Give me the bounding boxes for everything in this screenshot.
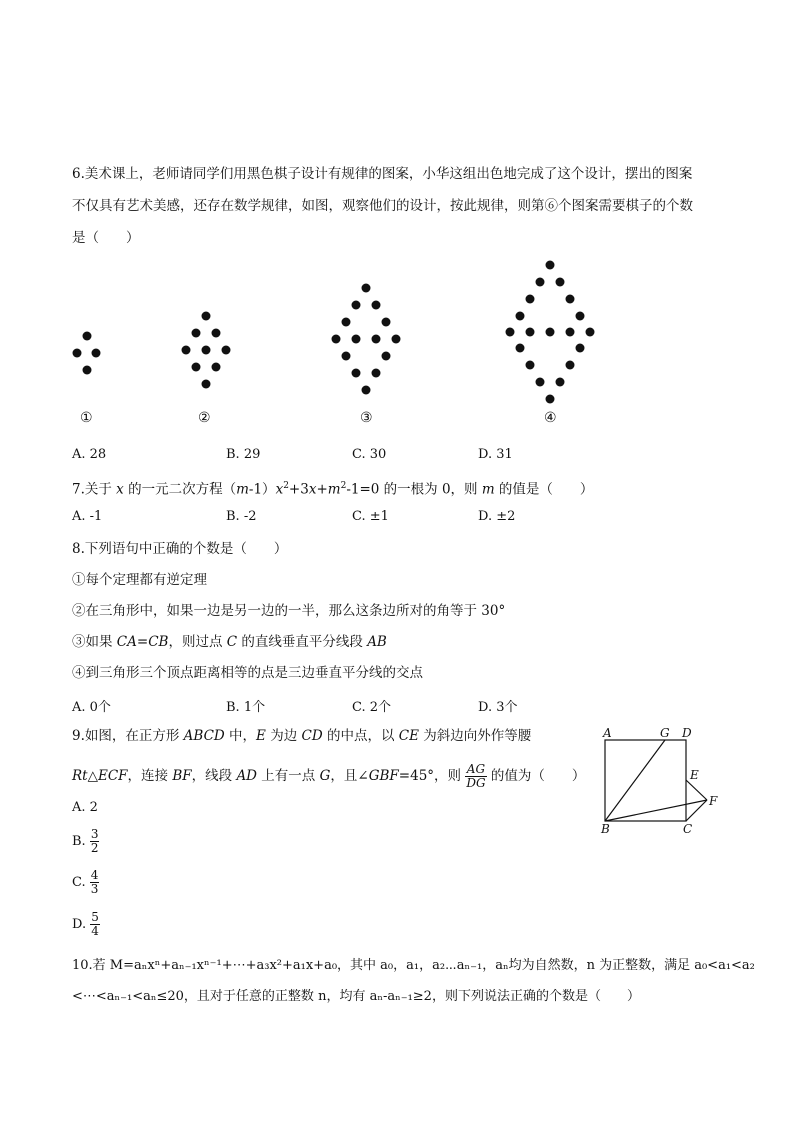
dot bbox=[546, 395, 555, 404]
q10-stem-line2: <⋯<aₙ₋₁<aₙ≤20，且对于任意的正整数 n，均有 aₙ-aₙ₋₁≥2，则下列说法正确的个数是（ ） bbox=[72, 989, 640, 1004]
q7-option-a[interactable]: A. -1 bbox=[72, 509, 103, 524]
dot bbox=[362, 284, 371, 293]
q8-stem: 8.下列语句中正确的个数是（ ） bbox=[72, 541, 288, 557]
dot bbox=[516, 312, 525, 321]
q6-dot-patterns bbox=[0, 255, 794, 395]
dot bbox=[372, 301, 381, 310]
dot bbox=[536, 378, 545, 387]
segment-bg bbox=[605, 740, 665, 821]
q7-option-c[interactable]: C. ±1 bbox=[352, 509, 389, 524]
label-a: A bbox=[603, 726, 612, 740]
q9-stem-line2: Rt△ECF，连接 BF，线段 AD 上有一点 G，且∠GBF=45°，则 $\frac{AG}{DG}$ 的值为（ ） bbox=[72, 762, 586, 790]
pattern-label-1: ① bbox=[80, 410, 93, 426]
dot bbox=[586, 328, 595, 337]
dot bbox=[212, 363, 221, 372]
dot bbox=[342, 318, 351, 327]
dot bbox=[566, 328, 575, 337]
dot bbox=[202, 346, 211, 355]
q6-stem-line2: 不仅具有艺术美感，还存在数学规律，如图，观察他们的设计，按此规律，则第⑥个图案需要棋子的个数 bbox=[72, 198, 693, 214]
dot bbox=[352, 335, 361, 344]
dot bbox=[192, 329, 201, 338]
q9-option-c[interactable]: C. $\frac{4}{3}$ bbox=[72, 868, 99, 896]
label-d: D bbox=[682, 726, 692, 740]
dot bbox=[83, 366, 92, 375]
dot bbox=[526, 328, 535, 337]
dot bbox=[192, 363, 201, 372]
dot bbox=[222, 346, 231, 355]
q7-stem: 7.关于 x 的一元二次方程$(m-1)x^2+3x+m^2-1=0$ 的一根为 0，则 m 的值是（ ） bbox=[72, 481, 594, 498]
dot bbox=[526, 295, 535, 304]
dot bbox=[83, 332, 92, 341]
q9-stem-line1: 9.如图，在正方形 ABCD 中，E 为边 CD 的中点，以 CE 为斜边向外作等腰 bbox=[72, 728, 532, 744]
label-f: F bbox=[709, 794, 718, 808]
q9-option-d[interactable]: D. $\frac{5}{4}$ bbox=[72, 910, 99, 938]
q8-option-c[interactable]: C. 2个 bbox=[352, 700, 392, 715]
q8-statement-1: ①每个定理都有逆定理 bbox=[72, 572, 207, 588]
label-g: G bbox=[660, 726, 670, 740]
segment-bf bbox=[605, 800, 707, 821]
ag-over-dg-fraction: $\frac{AG}{DG}$ bbox=[466, 762, 486, 790]
q9-square-figure bbox=[598, 725, 738, 835]
pattern-label-3: ③ bbox=[360, 410, 373, 426]
q6-stem-line3: 是（ ） bbox=[72, 230, 140, 246]
q6-option-d[interactable]: D. 31 bbox=[478, 447, 513, 462]
q9-option-a[interactable]: A. 2 bbox=[72, 800, 98, 815]
dot bbox=[362, 386, 371, 395]
dot bbox=[92, 349, 101, 358]
q9-option-b[interactable]: B. $\frac{3}{2}$ bbox=[72, 827, 99, 855]
dot bbox=[576, 312, 585, 321]
dot bbox=[566, 295, 575, 304]
q6-option-c[interactable]: C. 30 bbox=[352, 447, 387, 462]
q10-stem-line1: 10.若 M=aₙxⁿ+aₙ₋₁xⁿ⁻¹+⋯+a₃x²+a₁x+a₀，其中 a₀，a₁，a₂⋯aₙ₋₁，aₙ均为自然数，n 为正整数，满足 a₀<a₁<a₂ bbox=[72, 958, 755, 973]
dot bbox=[372, 335, 381, 344]
dot bbox=[352, 369, 361, 378]
dot bbox=[212, 329, 221, 338]
q8-option-d[interactable]: D. 3个 bbox=[478, 700, 518, 715]
pattern-label-4: ④ bbox=[544, 410, 557, 426]
dot bbox=[536, 278, 545, 287]
dot bbox=[73, 349, 82, 358]
dot bbox=[342, 352, 351, 361]
q6-option-a[interactable]: A. 28 bbox=[72, 447, 107, 462]
q8-statement-3: ③如果 CA=CB，则过点 C 的直线垂直平分线段 AB bbox=[72, 634, 387, 650]
dot bbox=[576, 344, 585, 353]
label-e: E bbox=[690, 768, 699, 782]
dot bbox=[382, 352, 391, 361]
q6-option-b[interactable]: B. 29 bbox=[226, 447, 261, 462]
label-c: C bbox=[683, 822, 693, 836]
q8-option-a[interactable]: A. 0个 bbox=[72, 700, 111, 715]
dot bbox=[556, 278, 565, 287]
dot bbox=[556, 378, 565, 387]
q7-option-b[interactable]: B. -2 bbox=[226, 509, 257, 524]
dot bbox=[506, 328, 515, 337]
dot bbox=[182, 346, 191, 355]
dot bbox=[566, 361, 575, 370]
dot bbox=[392, 335, 401, 344]
dot bbox=[382, 318, 391, 327]
q8-statement-4: ④到三角形三个顶点距离相等的点是三边垂直平分线的交点 bbox=[72, 665, 423, 681]
dot bbox=[372, 369, 381, 378]
dot bbox=[516, 344, 525, 353]
q8-statement-2: ②在三角形中，如果一边是另一边的一半，那么这条边所对的角等于 30° bbox=[72, 603, 506, 619]
segment-ef bbox=[686, 780, 707, 800]
label-b: B bbox=[601, 822, 610, 836]
dot bbox=[526, 361, 535, 370]
dot bbox=[332, 335, 341, 344]
dot bbox=[546, 328, 555, 337]
dot bbox=[352, 301, 361, 310]
square-abcd bbox=[605, 740, 686, 821]
q8-option-b[interactable]: B. 1个 bbox=[226, 700, 266, 715]
q7-option-d[interactable]: D. ±2 bbox=[478, 509, 516, 524]
dot bbox=[202, 380, 211, 389]
dot bbox=[546, 261, 555, 270]
pattern-label-2: ② bbox=[198, 410, 211, 426]
q6-stem-line1: 6.美术课上，老师请同学们用黑色棋子设计有规律的图案，小华这组出色地完成了这个设计，摆出的图案 bbox=[72, 166, 693, 182]
dot bbox=[202, 312, 211, 321]
